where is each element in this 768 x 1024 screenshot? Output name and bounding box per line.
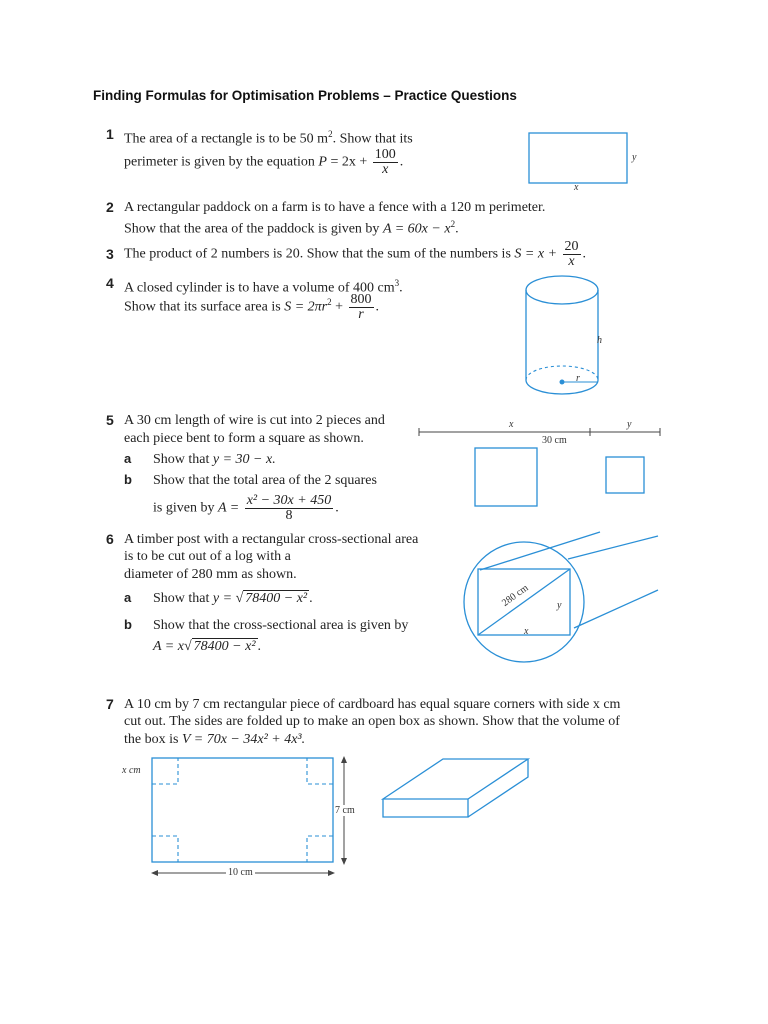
q1-label-x: x (574, 182, 579, 193)
cardboard-diagram (145, 752, 360, 884)
question-6-line-1: A timber post with a rectangular cross-sectional area (124, 532, 419, 547)
width-arrow-right (328, 870, 335, 876)
q5-label-x: x (509, 419, 514, 430)
question-2-line-2: Show that the area of the paddock is given by $A = 60x - x^2$. (124, 219, 459, 237)
question-5a-label: a (124, 451, 132, 466)
question-5b-equation: is given by A = $\frac{\text{x² − 30x + 450}}{8}$ . (153, 493, 339, 523)
question-7-line-1: A 10 cm by 7 cm rectangular piece of cardboard has equal square corners with side x cm (124, 697, 621, 712)
fraction-800-over-r: $\frac{800}{r}$ (350, 292, 372, 322)
question-5b-text: Show that the total area of the 2 squares (153, 473, 377, 488)
fraction-area-squares: $\frac{\text{x² − 30x + 450}}{8}$ (246, 493, 332, 523)
width-arrow-left (151, 870, 158, 876)
corner-cut-top-right (307, 758, 333, 784)
q4-label-r: r (576, 373, 580, 384)
question-5-line-2: each piece bent to form a square as shown. (124, 431, 364, 446)
question-4-line-1: A closed cylinder is to have a volume of 400 $cm^3$. (124, 278, 403, 296)
cardboard-sheet (152, 758, 333, 862)
question-1-number: 1 (106, 126, 114, 142)
q7-label-7cm: 7 cm (335, 805, 355, 816)
cylinder-top (526, 276, 598, 304)
wire-squares-diagram (415, 420, 665, 520)
q7-label-10cm: 10 cm (228, 867, 253, 878)
q5-label-y: y (627, 419, 632, 430)
question-6b-text: Show that the cross-sectional area is given by (153, 618, 409, 633)
open-box-diagram (378, 755, 533, 825)
question-5-line-1: A 30 cm length of wire is cut into 2 pieces and (124, 413, 385, 428)
question-6b-label: b (124, 617, 132, 632)
q7-label-xcm: x cm (122, 765, 141, 776)
question-2-line-1: A rectangular paddock on a farm is to have a fence with a 120 m perimeter. (124, 200, 546, 215)
question-1-line-1: The area of a rectangle is to be 50 $m^2$. Show that its (124, 129, 413, 147)
q6-label-y: y (557, 600, 562, 611)
corner-cut-top-left (152, 758, 178, 784)
q5-label-30cm: 30 cm (542, 435, 567, 446)
cylinder-bottom-back (526, 366, 598, 380)
q6-label-280cm: 280 cm (500, 582, 531, 609)
rectangle-shape (529, 133, 627, 183)
question-3-number: 3 (106, 246, 114, 262)
page-title: Finding Formulas for Optimisation Problems – Practice Questions (93, 88, 517, 103)
question-2-number: 2 (106, 199, 114, 215)
question-7-line-3: the box is V = 70x − 34x² + 4x³. (124, 732, 306, 747)
question-7-number: 7 (106, 696, 114, 712)
log-side-line-middle (568, 536, 658, 559)
question-6a-label: a (124, 590, 132, 605)
log-side-line-bottom (574, 590, 658, 628)
question-6-line-3: diameter of 280 mm as shown. (124, 567, 297, 582)
rectangle-diagram (525, 130, 645, 195)
small-square (606, 457, 644, 493)
question-3-line-1: The product of 2 numbers is 20. Show that the sum of the numbers is S = x + $\frac{20}{x}$ . (124, 239, 587, 269)
question-4-number: 4 (106, 275, 114, 291)
log-side-line-top (480, 532, 600, 570)
fraction-100-over-x: $\frac{100}{x}$ (374, 147, 396, 177)
question-6b-equation: A = x√ 78400 − x² . (153, 639, 262, 654)
corner-cut-bottom-left (152, 836, 178, 862)
question-6-line-2: is to be cut out of a log with a (124, 549, 291, 564)
large-square (475, 448, 537, 506)
question-6a-text: Show that y = √ 78400 − x² . (153, 591, 313, 606)
height-arrow-bottom (341, 858, 347, 865)
question-5-number: 5 (106, 412, 114, 428)
fraction-20-over-x: $\frac{20}{x}$ (564, 239, 579, 269)
question-5b-label: b (124, 472, 132, 487)
height-arrow-top (341, 756, 347, 763)
corner-cut-bottom-right (307, 836, 333, 862)
question-7-line-2: cut out. The sides are folded up to make an open box as shown. Show that the volume of (124, 714, 620, 729)
log-diagram (460, 530, 665, 670)
q6-label-x: x (524, 626, 529, 637)
box-top-face (383, 759, 528, 799)
box-front-face (383, 799, 468, 817)
question-4-line-2: Show that its surface area is $S = 2\pi r^2$ + $\frac{800}{r}$ . (124, 292, 380, 322)
box-side-face (468, 759, 528, 817)
question-1-line-2: perimeter is given by the equation P = 2x + $\frac{100}{x}$ . (124, 147, 404, 177)
q1-label-y: y (632, 152, 637, 163)
question-5a-text: Show that y = 30 − x. (153, 452, 276, 467)
q4-label-h: h (597, 335, 602, 346)
question-6-number: 6 (106, 531, 114, 547)
